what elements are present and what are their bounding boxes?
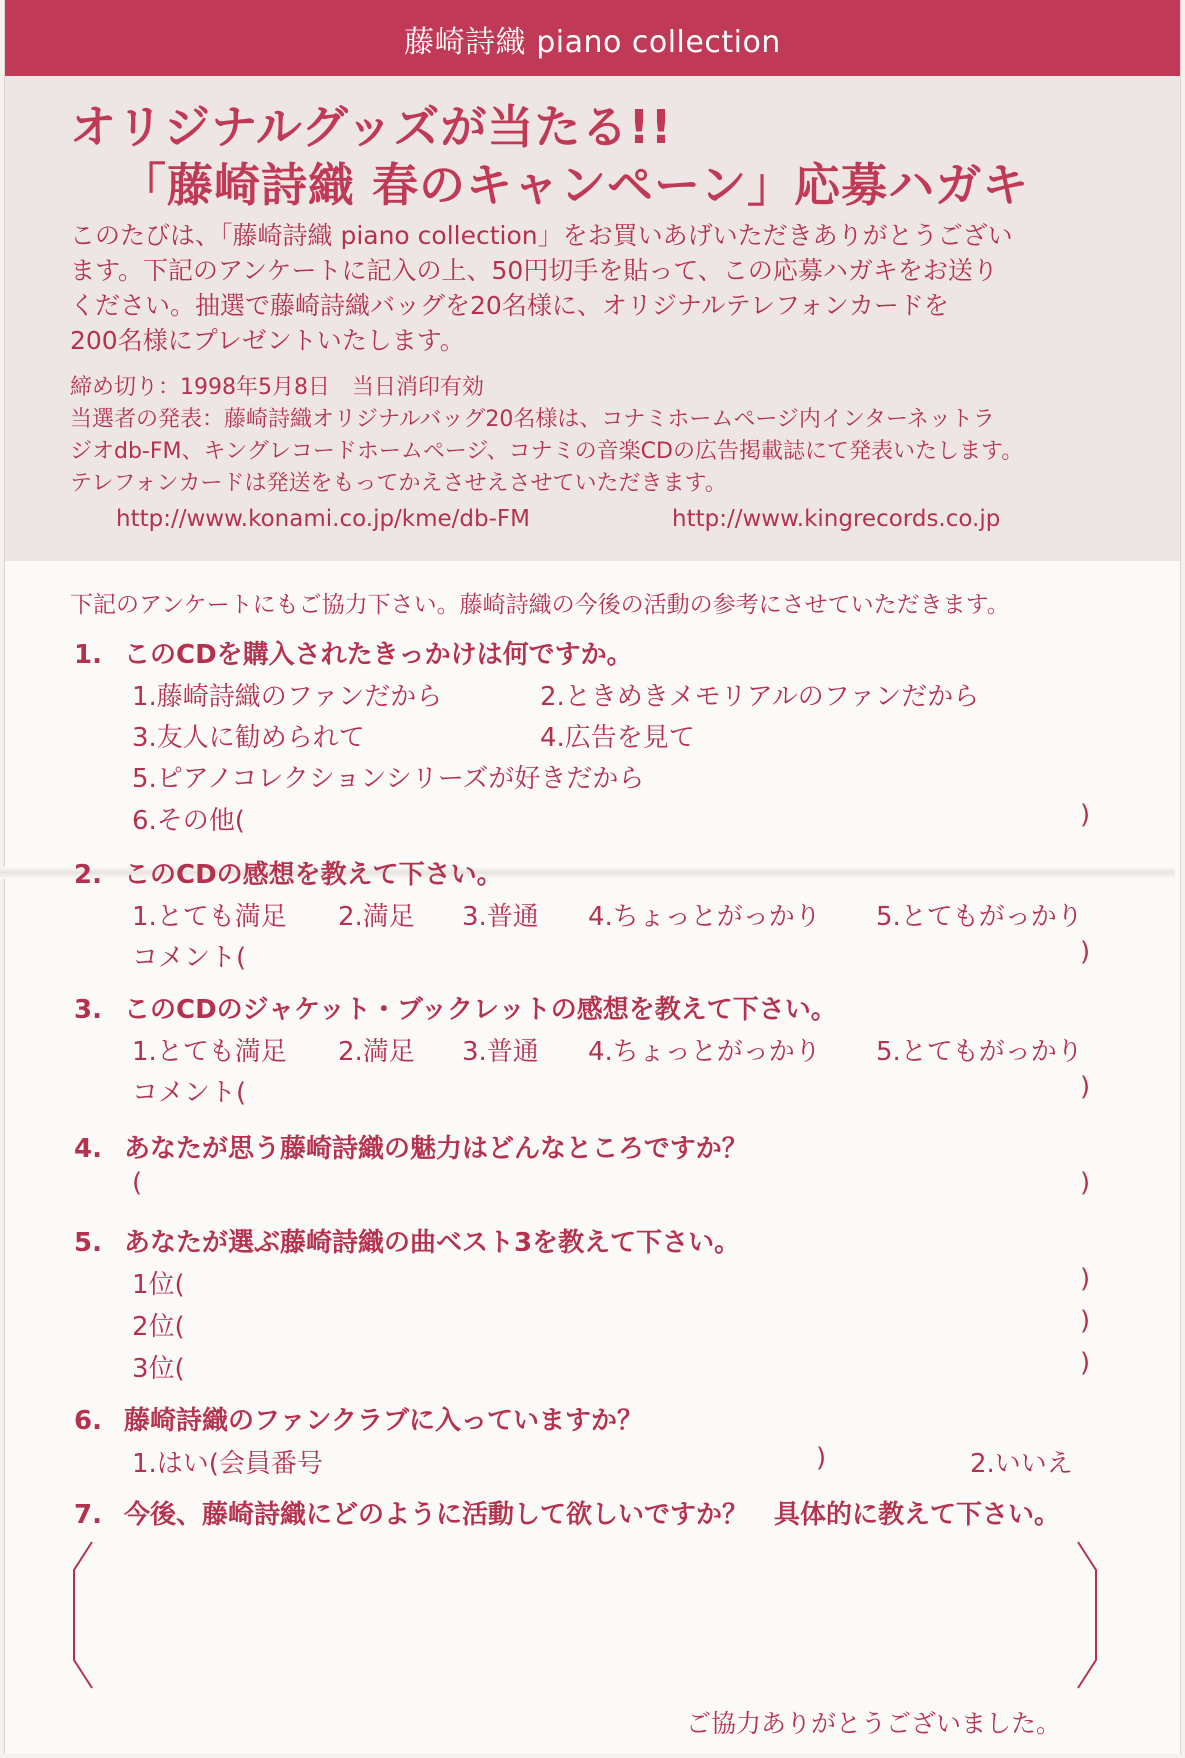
q6-option-yes[interactable]: 1.はい(会員番号 xyxy=(132,1449,323,1479)
question-text: あなたが選ぶ藤崎詩織の曲ベスト3を教えて下さい。 xyxy=(124,1228,741,1258)
q6-member-close-paren: ) xyxy=(816,1443,827,1473)
q6-option-no[interactable]: 2.いいえ xyxy=(970,1449,1073,1479)
intro-line: ます。下記のアンケートに記入の上、50円切手を貼って、この応募ハガキをお送り xyxy=(70,256,998,285)
question-text: このCDの感想を教えて下さい。 xyxy=(124,860,503,890)
q2-option-1[interactable]: 1.とても満足 xyxy=(132,902,287,932)
q3-option-3[interactable]: 3.普通 xyxy=(462,1037,539,1067)
q2-comment[interactable]: コメント( xyxy=(132,943,247,973)
close-paren: ) xyxy=(1080,1072,1091,1102)
q3-option-4[interactable]: 4.ちょっとがっかり xyxy=(588,1037,821,1067)
question-number: 4. xyxy=(74,1134,102,1164)
question-2 xyxy=(74,854,503,891)
intro-line: ください。抽選で藤崎詩織バッグを20名様に、オリジナルテレフォンカードを xyxy=(70,291,949,320)
question-text: このCDを購入されたきっかけは何ですか。 xyxy=(124,640,633,670)
konami-url: http://www.konami.co.jp/kme/db-FM xyxy=(116,506,530,532)
deadline: 締め切り：1998年5月8日 当日消印有効 xyxy=(70,375,484,400)
q1-option-2[interactable]: 2.ときめきメモリアルのファンだから xyxy=(540,682,980,712)
question-5 xyxy=(74,1222,740,1259)
question-number: 7. xyxy=(74,1500,102,1530)
question-number: 5. xyxy=(74,1228,102,1258)
question-text: このCDのジャケット・ブックレットの感想を教えて下さい。 xyxy=(124,995,837,1025)
headline-campaign: 「藤崎詩織 春のキャンペーン」応募ハガキ xyxy=(120,158,1030,212)
q2-option-5[interactable]: 5.とてもがっかり xyxy=(876,902,1083,932)
question-text: 今後、藤崎詩織にどのように活動して欲しいですか？ 具体的に教えて下さい。 xyxy=(124,1500,1061,1530)
q5-rank-3[interactable]: 3位( xyxy=(132,1354,185,1384)
announcement-line: 当選者の発表：藤崎詩織オリジナルバッグ20名様は、コナミホームページ内インターネットラ xyxy=(70,407,995,432)
q5-rank-1[interactable]: 1位( xyxy=(132,1270,185,1300)
q2-option-4[interactable]: 4.ちょっとがっかり xyxy=(588,902,821,932)
campaign-details xyxy=(70,372,1023,500)
question-number: 3. xyxy=(74,995,102,1025)
q3-option-1[interactable]: 1.とても満足 xyxy=(132,1037,287,1067)
question-7 xyxy=(74,1494,1060,1531)
question-number: 1. xyxy=(74,640,102,670)
right-bracket xyxy=(1078,1542,1096,1688)
q4-answer[interactable]: ( xyxy=(132,1168,143,1198)
intro-line: このたびは、「藤崎詩織 piano collection」をお買いあげいただきありがとうござい xyxy=(70,221,1013,250)
question-1 xyxy=(74,634,633,671)
question-number: 6. xyxy=(74,1406,102,1436)
q1-option-5[interactable]: 5.ピアノコレクションシリーズが好きだから xyxy=(132,764,645,794)
q1-option-4[interactable]: 4.広告を見て xyxy=(540,723,695,753)
q7-answer-area[interactable] xyxy=(70,1540,1100,1690)
close-paren: ) xyxy=(1080,1306,1091,1336)
close-paren: ) xyxy=(1080,1348,1091,1378)
q1-option-1[interactable]: 1.藤崎詩織のファンだから xyxy=(132,682,443,712)
thanks-message: ご協力ありがとうございました。 xyxy=(686,1709,1062,1738)
close-paren: ) xyxy=(1080,1264,1091,1294)
q1-option-3[interactable]: 3.友人に勧められて xyxy=(132,723,365,753)
q3-option-2[interactable]: 2.満足 xyxy=(338,1037,415,1067)
q5-rank-2[interactable]: 2位( xyxy=(132,1312,185,1342)
question-4 xyxy=(74,1128,748,1165)
close-paren: ) xyxy=(1080,1168,1091,1198)
headline-prize: オリジナルグッズが当たる!! xyxy=(70,100,673,154)
q3-option-5[interactable]: 5.とてもがっかり xyxy=(876,1037,1083,1067)
close-paren: ) xyxy=(1080,937,1091,967)
announcement-line: ジオdb-FM、キングレコードホームページ、コナミの音楽CDの広告掲載誌にて発表いたします。 xyxy=(70,439,1024,464)
q2-option-3[interactable]: 3.普通 xyxy=(462,902,539,932)
question-3 xyxy=(74,989,837,1026)
announcement-line: テレフォンカードは発送をもってかえさせえさせていただきます。 xyxy=(70,471,727,496)
survey-intro: 下記のアンケートにもご協力下さい。藤崎詩織の今後の活動の参考にさせていただきます。 xyxy=(70,592,1010,618)
left-bracket xyxy=(74,1542,92,1688)
question-6 xyxy=(74,1400,643,1437)
q1-option-6[interactable]: 6.その他( xyxy=(132,806,245,836)
question-number: 2. xyxy=(74,860,102,890)
question-text: 藤崎詩織のファンクラブに入っていますか？ xyxy=(124,1406,643,1436)
intro-line: 200名様にプレゼントいたします。 xyxy=(70,326,465,355)
q2-option-2[interactable]: 2.満足 xyxy=(338,902,415,932)
title-band: 藤崎詩織 piano collection xyxy=(5,0,1180,76)
q3-comment[interactable]: コメント( xyxy=(132,1078,247,1108)
intro-text xyxy=(70,218,1110,358)
question-text: あなたが思う藤崎詩織の魅力はどんなところですか？ xyxy=(124,1134,748,1164)
kingrecords-url: http://www.kingrecords.co.jp xyxy=(672,506,1001,532)
close-paren: ) xyxy=(1080,800,1091,830)
